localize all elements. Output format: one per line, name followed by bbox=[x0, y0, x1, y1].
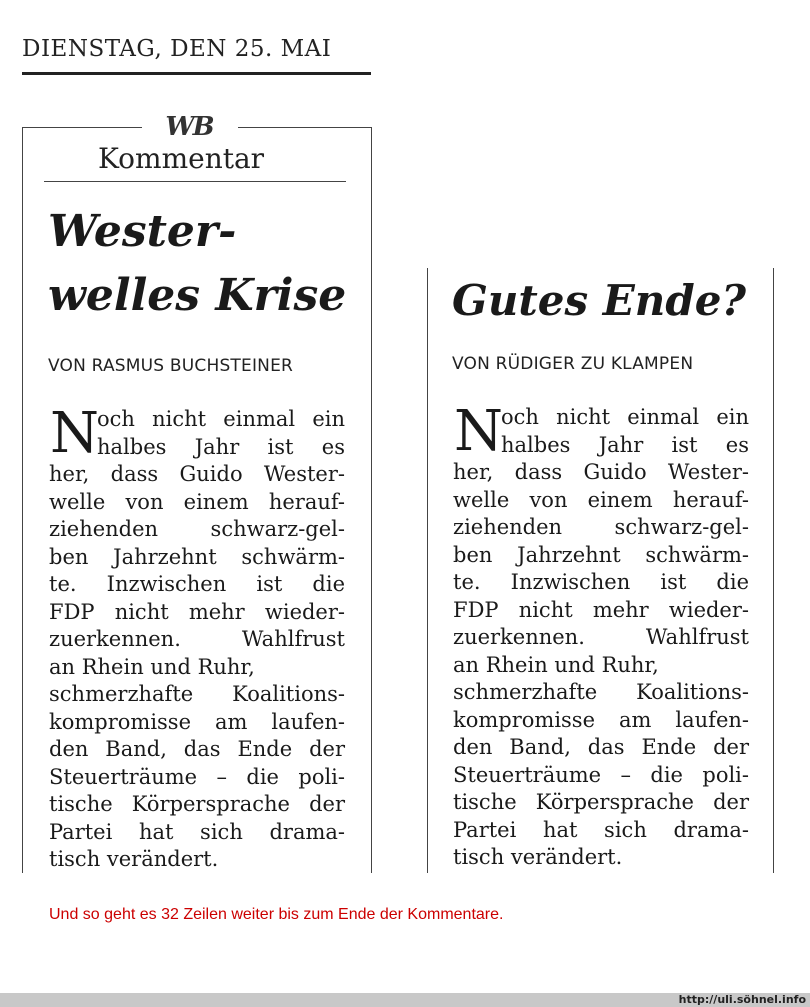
article-line: den Band, das Ende der bbox=[49, 737, 345, 761]
article-line: ziehenden schwarz-gel- bbox=[49, 517, 345, 541]
footer-url: http://uli.söhnel.info bbox=[678, 993, 806, 1006]
right-headline: Gutes Ende? bbox=[452, 276, 747, 325]
right-dropcap: N bbox=[454, 399, 503, 464]
article-line: tisch verändert. bbox=[49, 847, 219, 871]
article-line: welle von einem herauf- bbox=[49, 489, 345, 514]
section-rule bbox=[44, 181, 346, 182]
article-line: an Rhein und Ruhr, bbox=[49, 654, 255, 679]
article-line: den Band, das Ende der bbox=[453, 735, 749, 759]
article-line: och nicht einmal ein bbox=[97, 407, 345, 431]
article-line: zuerkennen. Wahlfrust bbox=[49, 627, 345, 651]
frame-top-right-rule bbox=[238, 127, 372, 128]
right-frame-right-border bbox=[773, 268, 774, 873]
frame-top-left-rule bbox=[22, 127, 142, 128]
article-line: halbes Jahr ist es bbox=[97, 434, 345, 459]
article-line: her, dass Guido Wester- bbox=[49, 462, 345, 486]
article-line: kompromisse am laufen- bbox=[453, 707, 749, 732]
frame-right-border bbox=[371, 127, 372, 873]
article-line: ben Jahrzehnt schwärm- bbox=[49, 544, 345, 569]
article-line: FDP nicht mehr wieder- bbox=[49, 599, 345, 624]
article-line: Partei hat sich drama- bbox=[453, 817, 749, 842]
article-line: tische Körpersprache der bbox=[453, 790, 749, 814]
article-line: te. Inzwischen ist die bbox=[49, 572, 345, 596]
right-frame-left-border bbox=[427, 268, 428, 873]
article-line: FDP nicht mehr wieder- bbox=[453, 597, 749, 622]
newspaper-logo: WB bbox=[165, 112, 213, 142]
right-byline: VON RÜDIGER ZU KLAMPEN bbox=[452, 354, 694, 374]
article-line: Steuerträume – die poli- bbox=[49, 764, 345, 789]
article-line: halbes Jahr ist es bbox=[501, 432, 749, 457]
left-article-body bbox=[49, 401, 345, 874]
article-line: schmerzhafte Koalitions- bbox=[453, 680, 749, 704]
article-line: zuerkennen. Wahlfrust bbox=[453, 625, 749, 649]
article-line: tische Körpersprache der bbox=[49, 792, 345, 816]
article-line: welle von einem herauf- bbox=[453, 487, 749, 512]
dateline: DIENSTAG, DEN 25. MAI bbox=[22, 36, 332, 62]
article-line: ben Jahrzehnt schwärm- bbox=[453, 542, 749, 567]
article-line: och nicht einmal ein bbox=[501, 405, 749, 429]
right-article-body bbox=[453, 399, 749, 872]
left-dropcap: N bbox=[50, 401, 99, 466]
section-label: Kommentar bbox=[98, 142, 265, 175]
left-headline-line-1: Wester- bbox=[48, 206, 237, 257]
article-line: te. Inzwischen ist die bbox=[453, 570, 749, 594]
article-line: her, dass Guido Wester- bbox=[453, 460, 749, 484]
article-line: kompromisse am laufen- bbox=[49, 709, 345, 734]
dateline-rule bbox=[22, 72, 371, 75]
article-line: ziehenden schwarz-gel- bbox=[453, 515, 749, 539]
article-line: tisch verändert. bbox=[453, 845, 623, 869]
article-line: schmerzhafte Koalitions- bbox=[49, 682, 345, 706]
frame-left-border bbox=[22, 127, 23, 873]
article-line: an Rhein und Ruhr, bbox=[453, 652, 659, 677]
left-byline: VON RASMUS BUCHSTEINER bbox=[48, 356, 294, 376]
article-line: Partei hat sich drama- bbox=[49, 819, 345, 844]
annotation-note: Und so geht es 32 Zeilen weiter bis zum Ende der Kommentare. bbox=[49, 906, 504, 923]
left-headline-line-2: welles Krise bbox=[48, 270, 347, 321]
article-line: Steuerträume – die poli- bbox=[453, 762, 749, 787]
